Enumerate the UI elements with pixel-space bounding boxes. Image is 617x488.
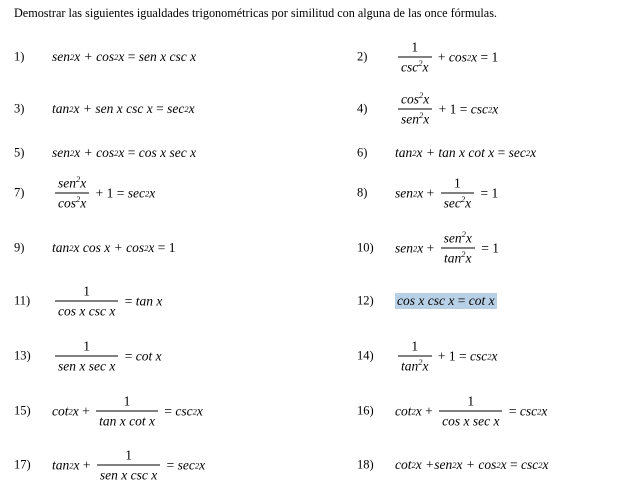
- math-text: cot: [52, 403, 69, 418]
- math-text: sen: [395, 240, 413, 255]
- math-text: x + cos: [74, 145, 115, 160]
- math-text: cos x sec x: [442, 413, 500, 429]
- exercise-number: 14): [357, 348, 374, 363]
- math-text: sec: [167, 101, 185, 116]
- exponent: 2: [418, 357, 423, 367]
- math-text: csc: [470, 101, 488, 116]
- exponent: 2: [419, 110, 424, 120]
- math-text: x: [491, 348, 498, 363]
- math-text: x: [417, 185, 424, 200]
- exercise-number: 8): [357, 185, 368, 200]
- instructions-text: Demostrar las siguientes igualdades trigonométricas por similitud con alguna de las once fórmulas.: [14, 6, 497, 20]
- math-text: x: [188, 101, 195, 116]
- math-text: sec: [443, 195, 461, 211]
- exponent: 2: [460, 194, 466, 204]
- fraction: [398, 92, 432, 127]
- exponent: 2: [461, 229, 466, 239]
- exercise-6: [357, 131, 607, 175]
- math-text: sen x csc x: [99, 467, 158, 483]
- math-text: cos: [448, 49, 467, 64]
- math-text: cot: [395, 457, 412, 472]
- fraction: [55, 176, 89, 211]
- math-operator: = 1: [154, 240, 176, 255]
- exercise-number: 5): [14, 145, 25, 160]
- math-text: x: [422, 59, 429, 75]
- numerator: [80, 339, 93, 356]
- exponent: 2: [461, 249, 466, 259]
- math-operator: 1: [125, 447, 132, 463]
- math-text: sec: [127, 185, 145, 200]
- math-text: cos x sec x: [138, 145, 197, 160]
- math-text: cos: [401, 91, 419, 107]
- exercise-3: [14, 87, 314, 131]
- math-operator: 1: [83, 338, 91, 354]
- exercise-5: [14, 131, 314, 175]
- math-text: sen: [58, 175, 76, 191]
- math-text: sen: [395, 185, 413, 200]
- math-text: x + cos: [456, 457, 497, 472]
- exercise-11: [14, 279, 314, 323]
- math-text: x +sen: [415, 457, 453, 472]
- equation-highlighted: [395, 293, 497, 309]
- exercise-14: [357, 334, 607, 378]
- math-text: csc: [401, 59, 419, 75]
- exercise-10: [357, 226, 607, 270]
- math-operator: +: [421, 403, 437, 418]
- math-operator: +: [423, 185, 438, 200]
- fraction: [441, 176, 475, 211]
- exponent: 2: [76, 174, 81, 184]
- math-text: tan: [52, 457, 70, 472]
- exercise-2: [357, 35, 607, 79]
- math-text: x: [199, 457, 206, 472]
- exercise-1: [14, 35, 314, 79]
- math-operator: 1: [123, 393, 131, 409]
- fraction: [96, 394, 158, 429]
- fraction: [97, 448, 160, 483]
- math-operator: =: [121, 348, 136, 363]
- math-text: x: [541, 403, 548, 418]
- numerator: [408, 339, 421, 356]
- math-operator: =: [454, 293, 469, 308]
- exercise-number: 17): [14, 457, 31, 472]
- numerator: [451, 176, 464, 193]
- math-text: tan: [52, 101, 70, 116]
- exponent: 2: [419, 90, 424, 100]
- math-operator: =: [505, 403, 520, 418]
- math-operator: 1: [454, 175, 461, 191]
- math-text: x: [422, 358, 429, 374]
- math-text: sen: [52, 49, 70, 64]
- exercise-4: [357, 87, 607, 131]
- equation: cot 2 x + $\frac{1}{\text{cos x sec x}}$ = csc 2 x: [395, 393, 548, 429]
- math-text: cot: [395, 403, 412, 418]
- math-text: cot x: [468, 293, 495, 308]
- math-text: x: [423, 111, 430, 127]
- numerator: [408, 40, 421, 57]
- numerator: [55, 176, 89, 193]
- denominator: [55, 356, 118, 374]
- math-operator: 1: [467, 393, 475, 409]
- math-text: x: [417, 240, 424, 255]
- math-operator: +: [423, 240, 438, 255]
- math-text: csc: [520, 457, 539, 472]
- math-text: x: [530, 145, 537, 160]
- math-text: x: [500, 457, 507, 472]
- math-text: x: [465, 230, 472, 246]
- equation: sen 2 x + cos 2 x = cos x sec x: [52, 145, 197, 160]
- math-operator: = 1: [477, 49, 499, 64]
- equation: tan 2 x + sen x csc x = sec 2 x: [52, 101, 195, 116]
- math-text: x: [465, 195, 472, 211]
- math-text: x + tan x cot x: [416, 145, 495, 160]
- exercise-12: [357, 279, 607, 323]
- denominator: [96, 411, 158, 429]
- numerator: [122, 448, 135, 465]
- math-text: x: [415, 403, 422, 418]
- math-text: x: [149, 185, 156, 200]
- math-operator: =: [124, 145, 139, 160]
- equation: sen 2 x + $\frac{sen^2x}{\tan^2x}$ = 1: [395, 229, 499, 266]
- math-text: x cos x + cos: [73, 240, 145, 255]
- math-operator: +: [434, 49, 449, 64]
- exercise-number: 16): [357, 403, 374, 418]
- equation: [52, 284, 162, 319]
- numerator: [398, 92, 432, 109]
- exercise-number: 3): [14, 101, 25, 116]
- math-text: sen: [443, 230, 462, 246]
- exercise-number: 9): [14, 240, 25, 255]
- exercise-15: [14, 389, 314, 433]
- fraction: [441, 231, 475, 266]
- math-operator: = 1: [477, 240, 499, 255]
- math-operator: 1: [411, 338, 419, 354]
- exercise-number: 13): [14, 348, 31, 363]
- math-text: x + sen x csc x: [73, 101, 153, 116]
- exercise-13: [14, 334, 314, 378]
- math-text: x: [118, 145, 125, 160]
- exercise-number: 18): [357, 457, 374, 472]
- math-text: x: [80, 175, 87, 191]
- fraction: [55, 339, 118, 374]
- denominator: [441, 248, 475, 266]
- exercise-17: [14, 443, 314, 487]
- denominator: [55, 193, 89, 211]
- numerator: [121, 394, 134, 411]
- fraction: [398, 339, 432, 374]
- math-text: sen: [401, 111, 419, 127]
- math-text: x + cos: [74, 49, 115, 64]
- fraction: [398, 40, 432, 75]
- exercise-number: 15): [14, 403, 31, 418]
- math-text: csc: [519, 403, 538, 418]
- math-operator: =: [494, 145, 509, 160]
- equation: [52, 339, 162, 374]
- equation: cot 2 x +sen 2 x + cos 2 x = csc 2 x: [395, 457, 549, 472]
- equation: tan 2 x + tan x cot x = sec 2 x: [395, 145, 537, 160]
- math-text: tan: [443, 250, 462, 266]
- denominator: [97, 465, 160, 483]
- numerator: [464, 394, 477, 411]
- exercise-number: 10): [357, 240, 374, 255]
- math-operator: +: [78, 403, 94, 418]
- exercise-9: [14, 226, 314, 270]
- math-text: x: [73, 457, 80, 472]
- math-operator: + 1 =: [434, 348, 470, 363]
- equation: tan 2 x + $\frac{1}{\text{sen x csc x}}$ = sec 2 x: [52, 447, 206, 483]
- math-text: cos x csc x: [397, 293, 455, 308]
- exercise-number: 1): [14, 49, 25, 64]
- exercise-number: 4): [357, 101, 368, 116]
- math-text: csc: [175, 403, 193, 418]
- denominator: [55, 301, 118, 319]
- exercise-number: 11): [14, 293, 31, 308]
- math-operator: + 1 =: [435, 101, 471, 116]
- exercise-18: [357, 443, 607, 487]
- math-text: cot x: [135, 348, 162, 363]
- math-text: x: [492, 101, 499, 116]
- exercise-number: 6): [357, 145, 368, 160]
- math-operator: =: [121, 293, 136, 308]
- fraction: [55, 284, 118, 319]
- math-text: csc: [470, 348, 488, 363]
- math-operator: =: [152, 101, 168, 116]
- equation: $\frac{\cos^2x}{sen^2x}$ + 1 = csc 2 x: [395, 92, 498, 127]
- math-operator: =: [163, 457, 178, 472]
- math-operator: +: [79, 457, 94, 472]
- math-text: tan x: [135, 293, 163, 308]
- math-text: x: [465, 250, 472, 266]
- math-operator: 1: [411, 39, 419, 55]
- math-text: sen x sec x: [58, 358, 116, 374]
- math-text: x: [72, 403, 79, 418]
- math-text: sec: [177, 457, 195, 472]
- exercise-16: [357, 389, 607, 433]
- denominator: [439, 411, 502, 429]
- equation: $\frac{sen^2x}{\cos^2x}$ + 1 = sec 2 x: [52, 176, 155, 211]
- math-text: x: [196, 403, 203, 418]
- math-text: sen x csc x: [138, 49, 197, 64]
- math-text: x: [148, 240, 155, 255]
- equation: sen 2 x + cos 2 x = sen x csc x: [52, 49, 197, 64]
- exercise-number: 2): [357, 49, 368, 64]
- math-operator: =: [124, 49, 139, 64]
- math-operator: =: [160, 403, 176, 418]
- exercise-number: 12): [357, 293, 374, 308]
- exponent: 2: [76, 194, 81, 204]
- math-text: x: [423, 91, 430, 107]
- math-text: cos: [58, 195, 76, 211]
- exercise-number: 7): [14, 185, 25, 200]
- math-operator: + 1 =: [92, 185, 128, 200]
- equation: cot 2 x + $\frac{1}{\text{tan x cot x}}$ = csc 2 x: [52, 393, 203, 429]
- exercise-8: [357, 171, 607, 215]
- equation: $\frac{1}{\tan^2x}$ + 1 = csc 2 x: [395, 339, 498, 374]
- exponent: 2: [418, 58, 423, 68]
- math-text: x: [471, 49, 478, 64]
- math-text: tan: [395, 145, 413, 160]
- numerator: [80, 284, 93, 301]
- math-operator: = 1: [477, 185, 499, 200]
- math-text: sen: [52, 145, 70, 160]
- math-operator: 1: [83, 283, 91, 299]
- math-text: x: [118, 49, 125, 64]
- denominator: [398, 109, 432, 127]
- denominator: [441, 193, 475, 211]
- exercise-7: [14, 171, 314, 215]
- math-operator: =: [506, 457, 521, 472]
- math-text: tan x cot x: [99, 413, 155, 429]
- math-text: x: [542, 457, 549, 472]
- equation: sen 2 x + $\frac{1}{\sec^2x}$ = 1: [395, 175, 499, 211]
- fraction: [439, 394, 502, 429]
- denominator: [398, 356, 432, 374]
- equation: tan 2 x cos x + cos 2 x = 1: [52, 240, 176, 255]
- math-text: cos x csc x: [58, 303, 116, 319]
- equation: $\frac{1}{\csc^2x}$ + cos 2 x = 1: [395, 40, 498, 75]
- math-text: tan: [52, 240, 70, 255]
- math-text: sec: [508, 145, 526, 160]
- math-text: tan: [401, 358, 419, 374]
- denominator: [398, 57, 432, 75]
- math-text: x: [80, 195, 87, 211]
- numerator: [441, 231, 475, 248]
